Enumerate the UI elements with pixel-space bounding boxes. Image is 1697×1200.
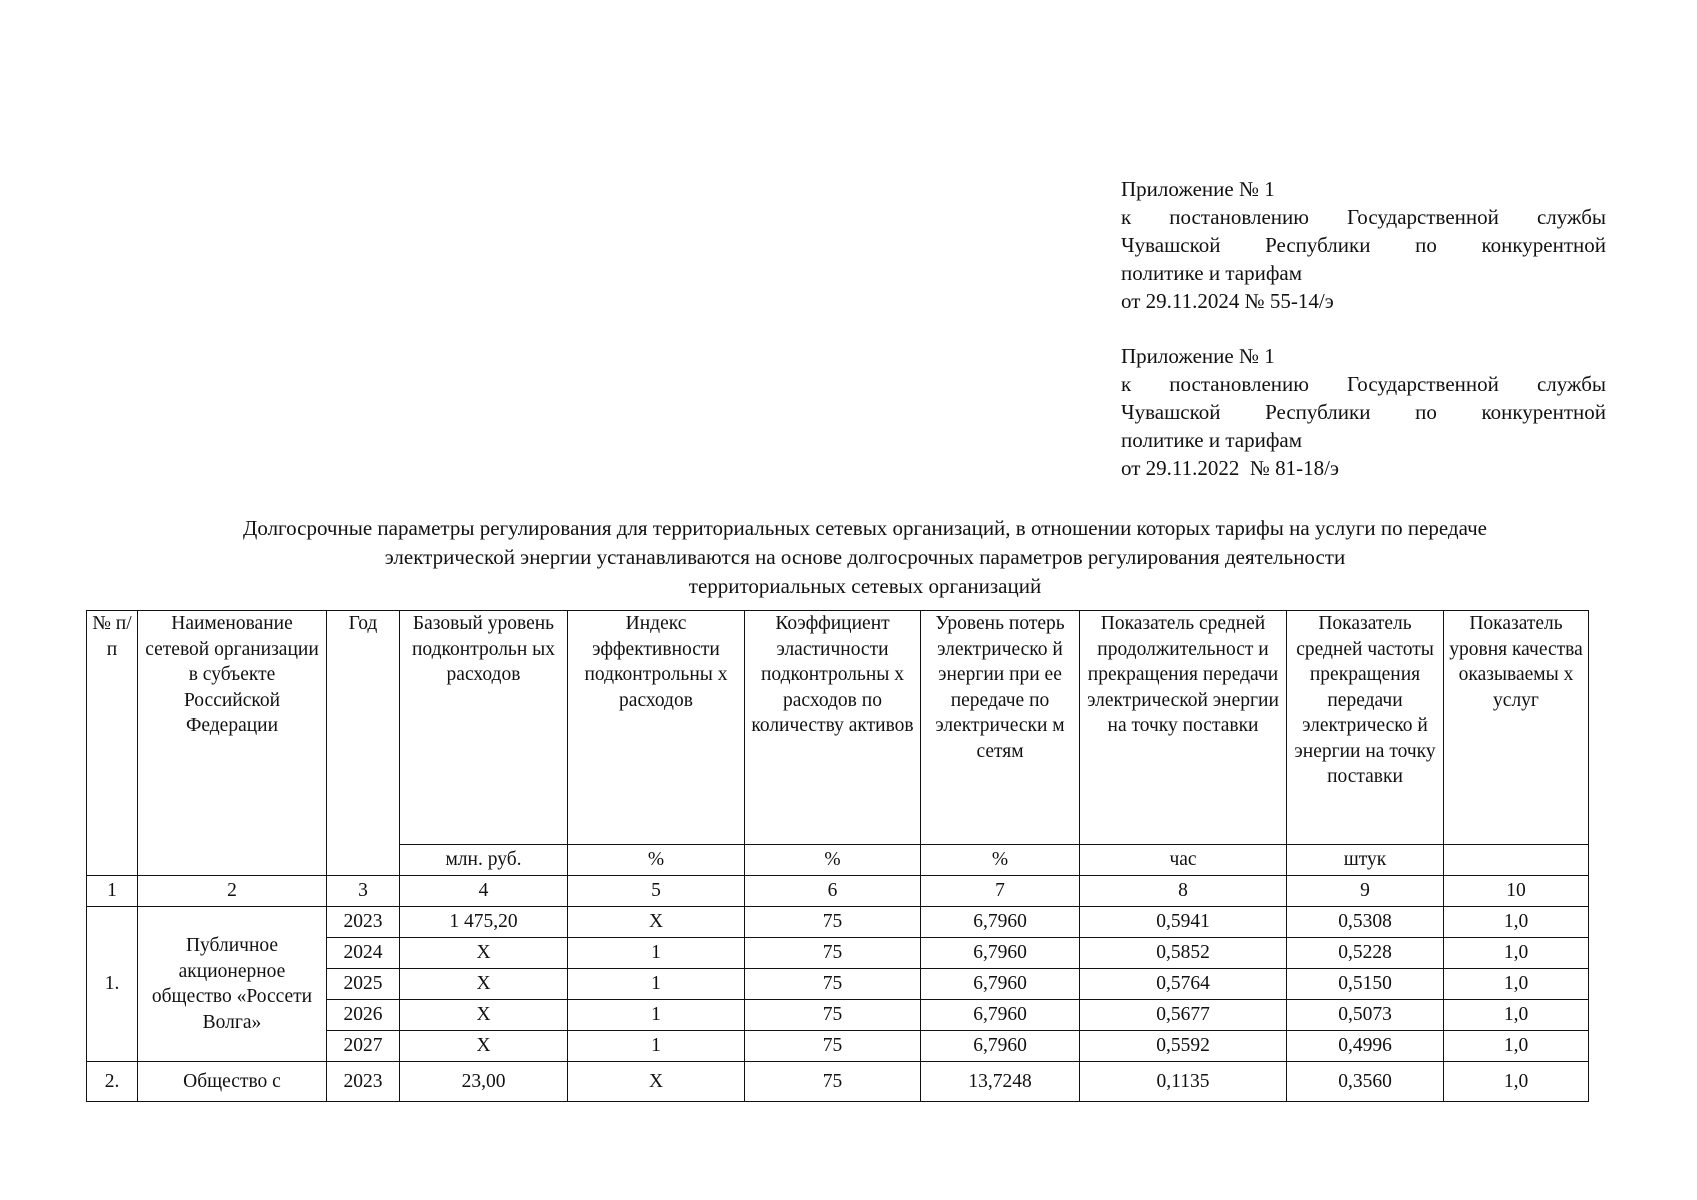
- quality-cell: 1,0: [1444, 1031, 1589, 1062]
- base-cost-cell: 23,00: [400, 1062, 568, 1102]
- frequency-cell: 0,5308: [1287, 907, 1444, 938]
- efficiency-index-cell: Х: [568, 907, 745, 938]
- base-cost-cell: 1 475,20: [400, 907, 568, 938]
- quality-cell: 1,0: [1444, 1000, 1589, 1031]
- elasticity-cell: 75: [745, 1062, 921, 1102]
- efficiency-index-cell: Х: [568, 1062, 745, 1102]
- loss-level-cell: 6,7960: [921, 1000, 1080, 1031]
- column-number: 8: [1080, 876, 1287, 907]
- quality-cell: 1,0: [1444, 969, 1589, 1000]
- org-name: Общество с: [138, 1062, 327, 1102]
- year-cell: 2027: [327, 1031, 400, 1062]
- org-name: Публичное акционерное общество «Россети Волга»: [138, 907, 327, 1062]
- loss-level-cell: 6,7960: [921, 1031, 1080, 1062]
- efficiency-index-cell: 1: [568, 1000, 745, 1031]
- title-line-2: электрической энергии устанавливаются на основе долгосрочных параметров регулирования деятельности: [384, 545, 1346, 569]
- elasticity-cell: 75: [745, 1031, 921, 1062]
- annex-label: Приложение № 1: [1121, 344, 1275, 368]
- frequency-cell: 0,3560: [1287, 1062, 1444, 1102]
- column-number: 4: [400, 876, 568, 907]
- table-header-row: [87, 611, 1589, 845]
- header-loss-level: Уровень потерь электрическо й энергии при ее передаче по электрически м сетям: [921, 611, 1080, 845]
- org-number: 1.: [87, 907, 138, 1062]
- base-cost-cell: Х: [400, 969, 568, 1000]
- annex-authority-line: Чувашской Республики по конкурентной: [1121, 233, 1606, 257]
- table-row: [87, 1062, 1589, 1102]
- unit-frequency: штук: [1287, 845, 1444, 876]
- year-cell: 2023: [327, 907, 400, 938]
- unit-efficiency-index: %: [568, 845, 745, 876]
- base-cost-cell: Х: [400, 1000, 568, 1031]
- annex-date-number: от 29.11.2024 № 55-14/э: [1121, 289, 1334, 313]
- header-interruption-duration: Показатель средней продолжительност и прекращения передачи электрической энергии на точку поставки: [1080, 611, 1287, 845]
- annex-label: Приложение № 1: [1121, 177, 1275, 201]
- year-cell: 2025: [327, 969, 400, 1000]
- column-number: 6: [745, 876, 921, 907]
- header-efficiency-index: Индекс эффективности подконтрольны х расходов: [568, 611, 745, 845]
- year-cell: 2024: [327, 938, 400, 969]
- column-number: 1: [87, 876, 138, 907]
- duration-cell: 0,5941: [1080, 907, 1287, 938]
- unit-duration: час: [1080, 845, 1287, 876]
- header-elasticity-coefficient: Коэффициент эластичности подконтрольны х расходов по количеству активов: [745, 611, 921, 845]
- column-number: 3: [327, 876, 400, 907]
- table-row: [87, 907, 1589, 938]
- elasticity-cell: 75: [745, 1000, 921, 1031]
- efficiency-index-cell: 1: [568, 969, 745, 1000]
- annex-date-number: от 29.11.2022 № 81-18/э: [1121, 456, 1339, 480]
- column-number: 2: [138, 876, 327, 907]
- frequency-cell: 0,4996: [1287, 1031, 1444, 1062]
- frequency-cell: 0,5073: [1287, 1000, 1444, 1031]
- regulation-parameters-table: [86, 610, 1589, 1102]
- loss-level-cell: 6,7960: [921, 907, 1080, 938]
- loss-level-cell: 6,7960: [921, 969, 1080, 1000]
- column-number: 5: [568, 876, 745, 907]
- annex-resolution-line: к постановлению Государственной службы: [1121, 372, 1606, 396]
- frequency-cell: 0,5228: [1287, 938, 1444, 969]
- year-cell: 2023: [327, 1062, 400, 1102]
- column-number-row: [87, 876, 1589, 907]
- header-service-quality: Показатель уровня качества оказываемы х услуг: [1444, 611, 1589, 845]
- unit-elasticity: %: [745, 845, 921, 876]
- duration-cell: 0,1135: [1080, 1062, 1287, 1102]
- header-year: Год: [327, 611, 400, 876]
- annex-resolution-line: к постановлению Государственной службы: [1121, 205, 1606, 229]
- unit-loss-level: %: [921, 845, 1080, 876]
- quality-cell: 1,0: [1444, 938, 1589, 969]
- annex-authority-line-end: политике и тарифам: [1121, 261, 1303, 285]
- title-line-1: Долгосрочные параметры регулирования для территориальных сетевых организаций, в отношении которых тарифы на услуги по передаче: [243, 516, 1487, 540]
- elasticity-cell: 75: [745, 969, 921, 1000]
- elasticity-cell: 75: [745, 938, 921, 969]
- base-cost-cell: Х: [400, 938, 568, 969]
- duration-cell: 0,5852: [1080, 938, 1287, 969]
- quality-cell: 1,0: [1444, 1062, 1589, 1102]
- loss-level-cell: 13,7248: [921, 1062, 1080, 1102]
- year-cell: 2026: [327, 1000, 400, 1031]
- duration-cell: 0,5677: [1080, 1000, 1287, 1031]
- header-row-number: № п/п: [87, 611, 138, 876]
- frequency-cell: 0,5150: [1287, 969, 1444, 1000]
- base-cost-cell: Х: [400, 1031, 568, 1062]
- duration-cell: 0,5764: [1080, 969, 1287, 1000]
- annex-authority-line: Чувашской Республики по конкурентной: [1121, 400, 1606, 424]
- column-number: 9: [1287, 876, 1444, 907]
- duration-cell: 0,5592: [1080, 1031, 1287, 1062]
- unit-base-cost: млн. руб.: [400, 845, 568, 876]
- unit-quality: [1444, 845, 1589, 876]
- document-title: [120, 514, 1610, 601]
- column-number: 7: [921, 876, 1080, 907]
- title-line-3: территориальных сетевых организаций: [688, 574, 1042, 598]
- annex-authority-line-end: политике и тарифам: [1121, 428, 1303, 452]
- header-base-cost-level: Базовый уровень подконтрольн ых расходов: [400, 611, 568, 845]
- org-number: 2.: [87, 1062, 138, 1102]
- efficiency-index-cell: 1: [568, 938, 745, 969]
- elasticity-cell: 75: [745, 907, 921, 938]
- header-organization-name: Наименование сетевой организации в субъекте Российской Федерации: [138, 611, 327, 876]
- efficiency-index-cell: 1: [568, 1031, 745, 1062]
- column-number: 10: [1444, 876, 1589, 907]
- header-interruption-frequency: Показатель средней частоты прекращения передачи электрическо й энергии на точку поставки: [1287, 611, 1444, 845]
- annex-header-current: [1121, 175, 1606, 315]
- annex-header-previous: [1121, 342, 1606, 482]
- quality-cell: 1,0: [1444, 907, 1589, 938]
- loss-level-cell: 6,7960: [921, 938, 1080, 969]
